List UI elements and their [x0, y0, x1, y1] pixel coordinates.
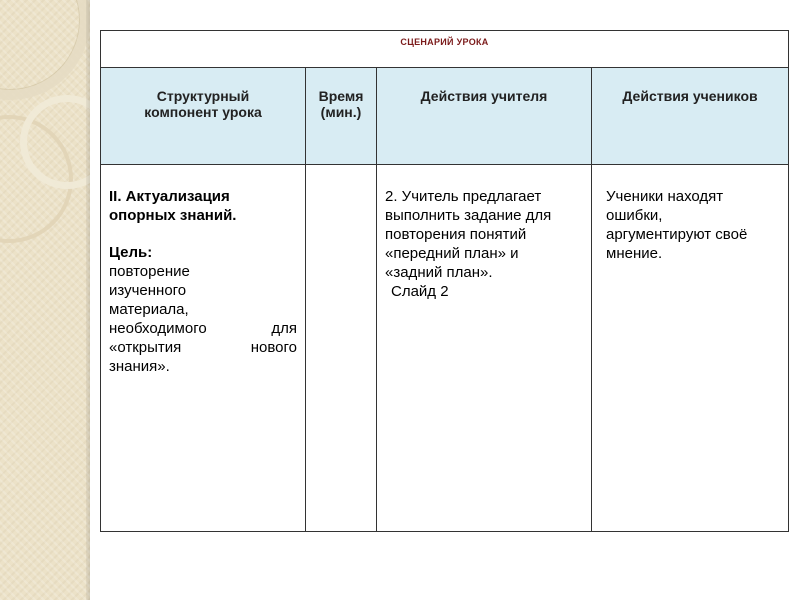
stage-cell: [101, 165, 306, 532]
teacher-line: «передний план» и: [385, 245, 519, 262]
goal-line: знания».: [109, 358, 170, 375]
goal-line: «открытия нового: [109, 339, 297, 356]
header-text: Структурный: [156, 88, 250, 104]
header-text: Действия учеников: [622, 88, 758, 104]
goal-line: материала,: [109, 301, 189, 318]
student-actions-cell: [592, 165, 789, 532]
header-teacher-actions: [377, 68, 592, 165]
lesson-scenario-table: [100, 30, 789, 532]
table-title-text: СЦЕНАРИЙ УРОКА: [400, 37, 489, 47]
header-text: Действия учителя: [420, 88, 548, 104]
header-time: [306, 68, 377, 165]
header-text: (мин.): [320, 104, 362, 120]
decorative-ring: [0, 0, 90, 100]
teacher-actions-cell: [377, 165, 592, 532]
table-row: [101, 165, 789, 532]
student-line: Ученики находят: [606, 188, 724, 205]
teacher-line: выполнить задание для: [385, 207, 552, 224]
stage-title-line: II. Актуализация: [109, 188, 230, 205]
teacher-line: повторения понятий: [385, 226, 527, 243]
student-line: мнение.: [606, 245, 663, 262]
time-cell: [306, 165, 377, 532]
goal-label: Цель:: [109, 244, 153, 261]
goal-line: изученного: [109, 282, 187, 299]
teacher-line: 2. Учитель предлагает: [385, 188, 542, 205]
teacher-line: «задний план».: [385, 264, 493, 281]
table-title: [101, 31, 789, 68]
decorative-left-strip: [0, 0, 90, 600]
stage-title-line: опорных знаний.: [109, 207, 237, 224]
slide-reference: Слайд 2: [391, 283, 449, 300]
student-line: аргументируют своё: [606, 226, 748, 243]
header-text: компонент урока: [144, 104, 262, 120]
header-structural-component: [101, 68, 306, 165]
table-header-row: [101, 68, 789, 165]
header-text: Время: [318, 88, 364, 104]
student-line: ошибки,: [606, 207, 663, 224]
goal-line: повторение: [109, 263, 190, 280]
goal-line: необходимого для: [109, 320, 297, 337]
header-student-actions: [592, 68, 789, 165]
